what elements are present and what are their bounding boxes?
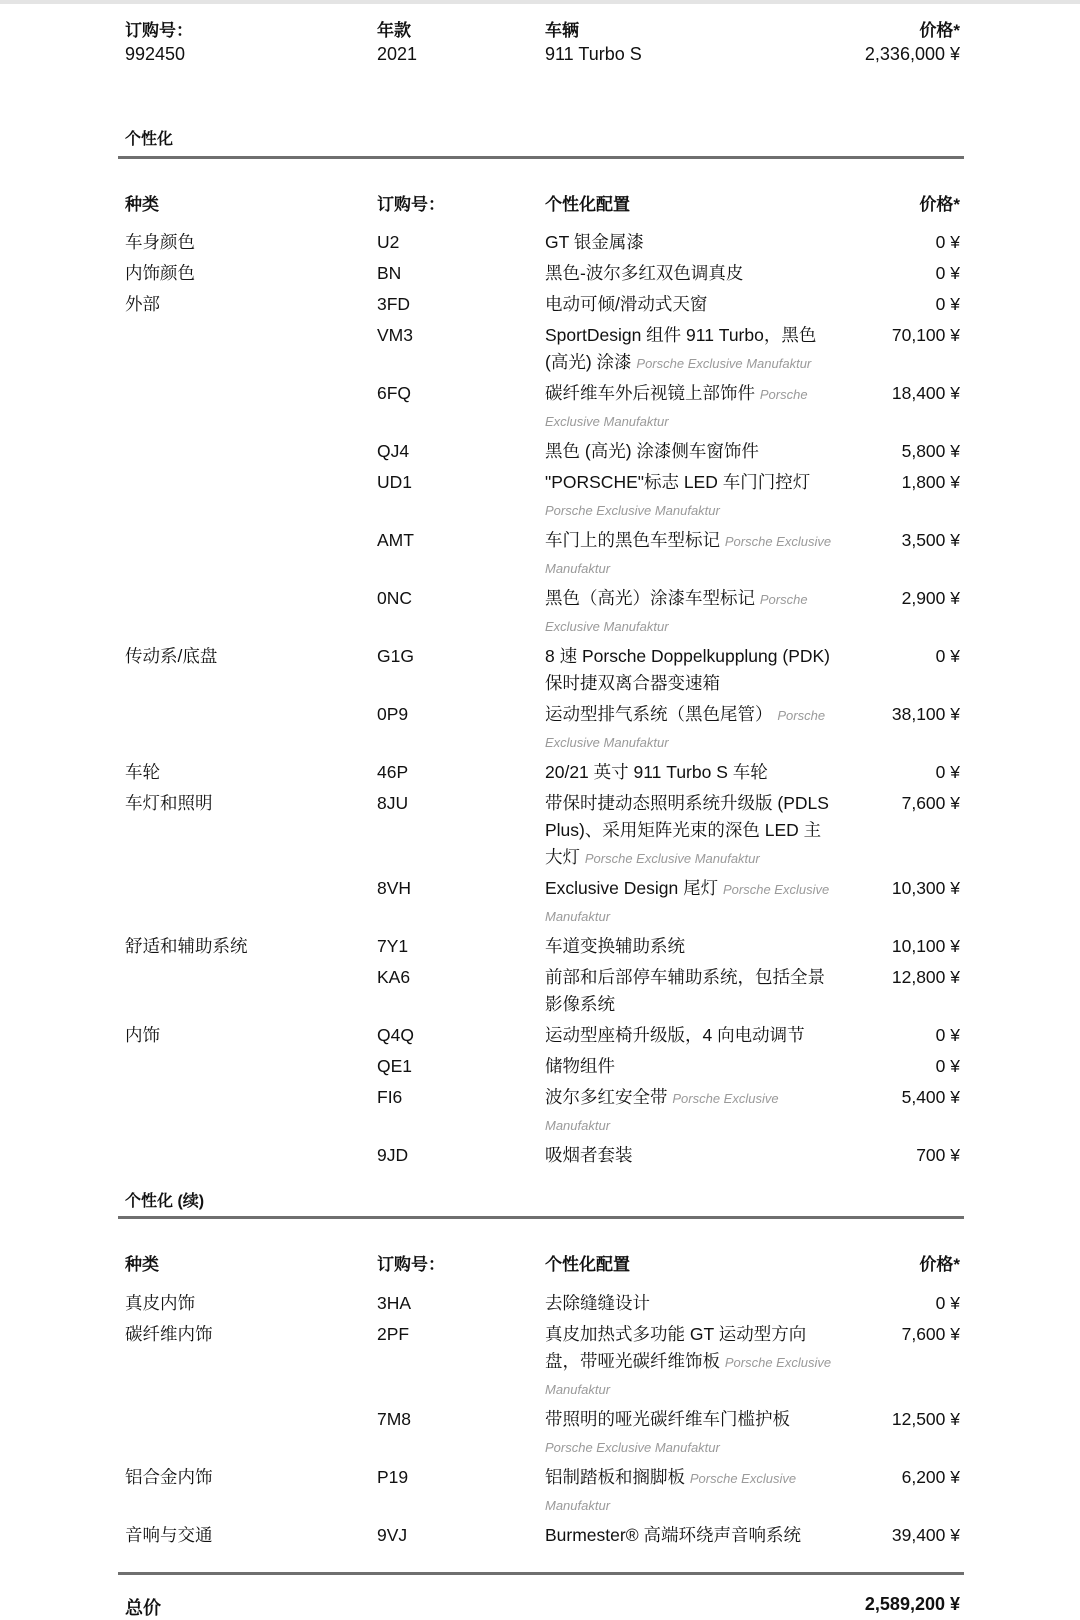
option-price: 38,100 ¥ [891,704,960,724]
option-category: 内饰 [125,1025,160,1045]
option-description [545,585,835,639]
option-description-text: 运动型座椅升级版，4 向电动调节 [545,1025,805,1045]
option-description-text: 吸烟者套装 [545,1145,633,1165]
option-price: 18,400 ¥ [891,383,960,403]
section-divider [118,1216,964,1219]
option-row [0,1464,1080,1518]
option-row [0,585,1080,639]
option-description [545,1053,835,1080]
column-category: 种类 [125,1255,159,1274]
option-price: 0 ¥ [935,1056,960,1076]
option-price: 0 ¥ [935,294,960,314]
option-list [0,229,1080,1173]
option-row [0,1522,1080,1549]
section-divider [118,156,964,159]
option-row [0,1053,1080,1080]
option-description [545,1406,835,1460]
option-row [0,1084,1080,1138]
order-no-value: 992450 [125,44,186,64]
option-price: 0 ¥ [935,263,960,283]
option-description [545,1022,835,1049]
option-description [545,701,835,755]
option-category: 车身颜色 [125,232,195,252]
option-description-text: 黑色 (高光) 涂漆侧车窗饰件 [545,441,759,461]
option-description [545,1464,835,1518]
option-price: 12,800 ¥ [891,967,960,987]
option-code: U2 [377,232,400,252]
option-description-text: 20/21 英寸 911 Turbo S 车轮 [545,762,768,782]
option-description [545,322,835,376]
option-code: Q4Q [377,1025,414,1045]
option-price: 5,800 ¥ [901,441,960,461]
option-description [545,964,835,1018]
option-row [0,643,1080,697]
option-code: 3HA [377,1293,412,1313]
option-code: QJ4 [377,441,410,461]
exclusive-manufaktur-tag: Porsche Exclusive Manufaktur [545,1091,779,1133]
row-spacer [0,1549,1080,1553]
option-description-text: 真皮加热式多功能 GT 运动型方向盘，带哑光碳纤维饰板 [545,1324,807,1371]
option-category: 音响与交通 [125,1525,213,1545]
option-code: 0P9 [377,704,409,724]
option-description [545,229,835,256]
option-description [545,438,835,465]
option-code: 8JU [377,793,409,813]
column-price: 价格* [919,195,960,214]
option-description-text: 黑色-波尔多红双色调真皮 [545,263,744,283]
option-price: 0 ¥ [935,1293,960,1313]
option-code: 2PF [377,1324,410,1344]
option-row [0,322,1080,376]
exclusive-manufaktur-tag: Porsche Exclusive Manufaktur [545,534,832,576]
year-value: 2021 [377,44,418,64]
option-code: FI6 [377,1087,403,1107]
option-row [0,291,1080,318]
option-code: VM3 [377,325,413,345]
option-price: 12,500 ¥ [891,1409,960,1429]
option-description-text: 电动可倾/滑动式天窗 [545,294,708,314]
option-code: 6FQ [377,383,412,403]
option-description-text: 车门上的黑色车型标记 [545,530,720,550]
option-code: QE1 [377,1056,413,1076]
option-code: P19 [377,1467,409,1487]
option-price: 700 ¥ [916,1145,960,1165]
option-row [0,469,1080,523]
option-description-text: 运动型排气系统（黑色尾管） [545,704,773,724]
option-description-text: 车道变换辅助系统 [545,936,685,956]
option-code: 46P [377,762,409,782]
option-row [0,701,1080,755]
option-description-text: 带保时捷动态照明系统升级版 (PDLS Plus)、采用矩阵光束的深色 LED 主大灯 [545,793,829,867]
option-description [545,1084,835,1138]
exclusive-manufaktur-tag: Porsche Exclusive Manufaktur [545,1440,720,1455]
option-category: 碳纤维内饰 [125,1324,213,1344]
column-code: 订购号： [377,1255,445,1274]
option-description [545,469,835,523]
option-description-text: SportDesign 组件 911 Turbo，黑色 (高光) 涂漆 [545,325,817,372]
exclusive-manufaktur-tag: Porsche Exclusive Manufaktur [545,503,720,518]
total-label: 总价 [125,1598,161,1618]
order-no-label: 订购号： [125,21,193,40]
exclusive-manufaktur-tag: Porsche Exclusive Manufaktur [545,882,830,924]
option-code: 9VJ [377,1525,408,1545]
price-label: 价格* [919,21,960,40]
option-description-text: GT 银金属漆 [545,232,644,252]
option-price: 0 ¥ [935,762,960,782]
option-category: 传动系/底盘 [125,646,218,666]
option-description-text: 碳纤维车外后视镜上部饰件 [545,383,755,403]
exclusive-manufaktur-tag: Porsche Exclusive Manufaktur [545,387,808,429]
exclusive-manufaktur-tag: Porsche Exclusive Manufaktur [545,708,826,750]
option-row [0,1142,1080,1169]
total-divider [118,1572,964,1575]
option-row [0,380,1080,434]
option-code: 7Y1 [377,936,409,956]
exclusive-manufaktur-tag: Porsche Exclusive Manufaktur [584,851,760,866]
option-price: 0 ¥ [935,232,960,252]
option-code: UD1 [377,472,413,492]
option-row [0,260,1080,287]
option-description [545,291,835,318]
column-config: 个性化配置 [545,195,630,214]
option-description-text: 前部和后部停车辅助系统，包括全景影像系统 [545,967,825,1014]
option-description [545,380,835,434]
option-code: 9JD [377,1145,409,1165]
option-price: 7,600 ¥ [901,793,960,813]
option-code: 7M8 [377,1409,412,1429]
option-row [0,875,1080,929]
option-category: 舒适和辅助系统 [125,936,248,956]
option-description [545,260,835,287]
exclusive-manufaktur-tag: Porsche Exclusive Manufaktur [545,592,808,634]
option-description-text: Exclusive Design 尾灯 [545,878,719,898]
row-spacer [0,1169,1080,1173]
option-description [545,759,835,786]
option-description [545,1522,835,1549]
option-description [545,643,835,697]
option-description [545,1142,835,1169]
option-description-text: "PORSCHE"标志 LED 车门门控灯 [545,472,811,492]
total-price: 2,589,200 ¥ [864,1594,960,1614]
option-description [545,1321,835,1402]
vehicle-label: 车辆 [545,21,579,40]
option-description [545,790,835,871]
option-list [0,1290,1080,1553]
option-description-text: Burmester® 高端环绕声音响系统 [545,1525,801,1545]
option-description-text: 黑色（高光）涂漆车型标记 [545,588,755,608]
option-description-text: 铝制踏板和搁脚板 [545,1467,685,1487]
option-price: 3,500 ¥ [901,530,960,550]
option-price: 10,100 ¥ [891,936,960,956]
option-price: 70,100 ¥ [891,325,960,345]
option-description [545,875,835,929]
column-category: 种类 [125,195,159,214]
option-description-text: 去除缝缝设计 [545,1293,650,1313]
option-price: 39,400 ¥ [891,1525,960,1545]
section-title: 个性化 [125,131,174,148]
exclusive-manufaktur-tag: Porsche Exclusive Manufaktur [545,1471,797,1513]
column-config: 个性化配置 [545,1255,630,1274]
option-row [0,229,1080,256]
option-row [0,438,1080,465]
option-code: 8VH [377,878,412,898]
option-row [0,759,1080,786]
option-row [0,790,1080,871]
option-price: 7,600 ¥ [901,1324,960,1344]
option-description-text: 储物组件 [545,1056,615,1076]
option-row [0,1406,1080,1460]
option-category: 车轮 [125,762,160,782]
column-code: 订购号： [377,195,445,214]
option-description [545,1290,835,1317]
option-price: 5,400 ¥ [901,1087,960,1107]
option-description [545,527,835,581]
option-row [0,1290,1080,1317]
option-price: 2,900 ¥ [901,588,960,608]
option-description-text: 带照明的哑光碳纤维车门槛护板 [545,1409,790,1429]
option-row [0,933,1080,960]
option-category: 铝合金内饰 [125,1467,213,1487]
option-price: 10,300 ¥ [891,878,960,898]
exclusive-manufaktur-tag: Porsche Exclusive Manufaktur [545,1355,832,1397]
option-code: 3FD [377,294,411,314]
option-category: 外部 [125,294,160,314]
option-code: 0NC [377,588,413,608]
option-row [0,1022,1080,1049]
option-code: KA6 [377,967,411,987]
option-row [0,1321,1080,1402]
section-title-continued: 个性化 (续) [125,1193,205,1210]
option-price: 6,200 ¥ [901,1467,960,1487]
option-category: 车灯和照明 [125,793,213,813]
vehicle-value: 911 Turbo S [545,44,642,64]
option-code: G1G [377,646,414,666]
option-category: 真皮内饰 [125,1293,195,1313]
option-description-text: 8 速 Porsche Doppelkupplung (PDK) 保时捷双离合器变速箱 [545,646,831,693]
option-price: 1,800 ¥ [901,472,960,492]
base-price-value: 2,336,000 ¥ [864,44,960,64]
option-code: BN [377,263,402,283]
exclusive-manufaktur-tag: Porsche Exclusive Manufaktur [636,356,812,371]
option-description-text: 波尔多红安全带 [545,1087,668,1107]
option-row [0,527,1080,581]
year-label: 年款 [377,21,411,40]
option-category: 内饰颜色 [125,263,195,283]
option-price: 0 ¥ [935,1025,960,1045]
column-price: 价格* [919,1255,960,1274]
option-code: AMT [377,530,414,550]
option-row [0,964,1080,1018]
option-description [545,933,835,960]
option-price: 0 ¥ [935,646,960,666]
